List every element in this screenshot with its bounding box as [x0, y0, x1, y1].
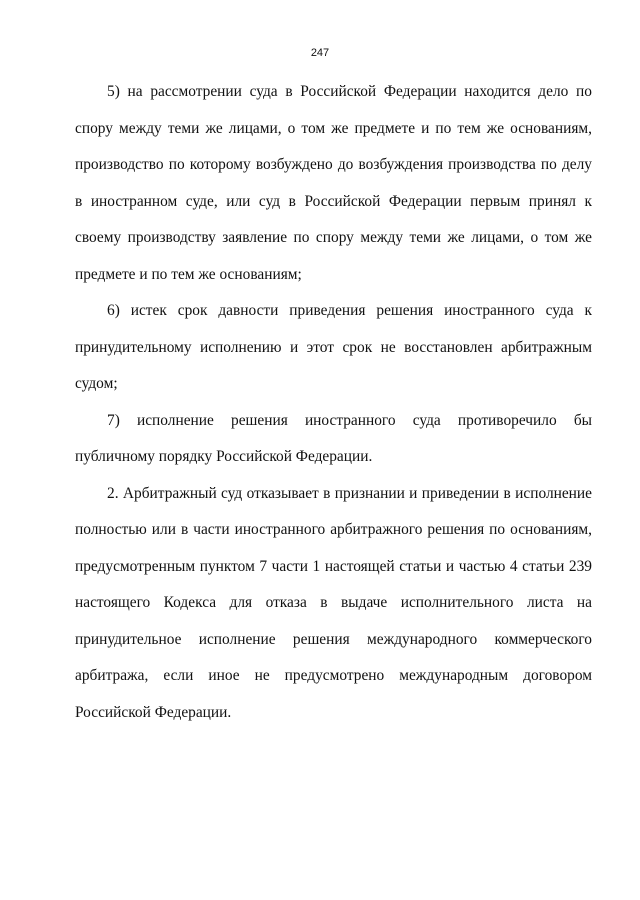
paragraph-item-7: 7) исполнение решения иностранного суда противоречило бы публичному порядку Российской Федерации. — [75, 411, 592, 465]
paragraph-item-6: 6) истек срок давности приведения решения иностранного суда к принудительному исполнению и этот срок не восстановлен арбитражным судом; — [75, 302, 592, 392]
paragraph-item-5: 5) на рассмотрении суда в Российской Федерации находится дело по спору между теми же лицами, о том же предмете и по тем же основаниям, производство по которому возбуждено до возбуждения производства по делу в иностранном суде, или суд в Российской Федерации первым принял к своему производству заявление по спору между теми же лицами, о том же предмете и по тем же основаниям; — [75, 83, 592, 283]
page-number: 247 — [310, 47, 330, 59]
document-body — [75, 74, 592, 731]
paragraph-part-2: 2. Арбитражный суд отказывает в признании и приведении в исполнение полностью или в части иностранного арбитражного решения по основаниям, предусмотренным пунктом 7 части 1 настоящей статьи и частью 4 статьи 239 настоящего Кодекса для отказа в выдаче исполнительного листа на принудительное исполнение решения международного коммерческого арбитража, если иное не предусмотрено международным договором Российской Федерации. — [75, 484, 592, 721]
